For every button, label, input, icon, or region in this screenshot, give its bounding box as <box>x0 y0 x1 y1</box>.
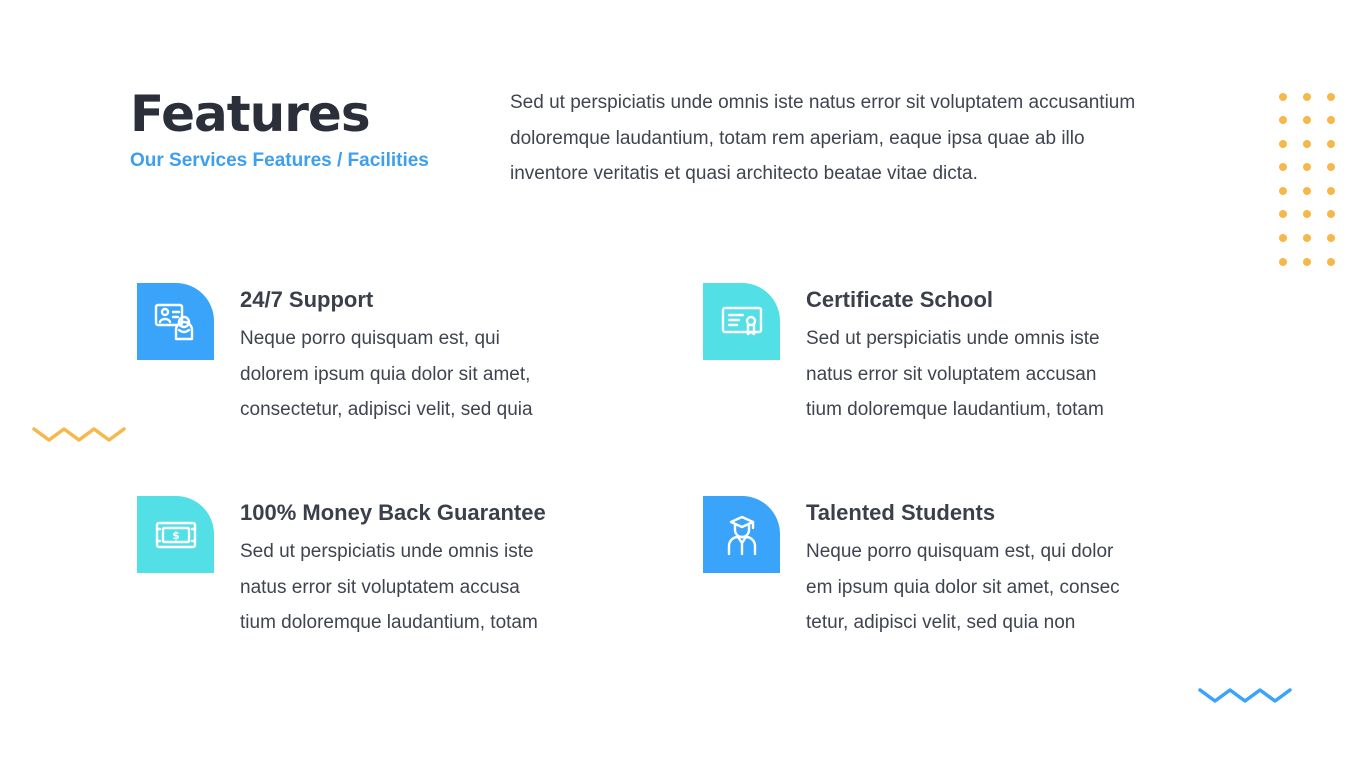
feature-talented-students <box>703 496 1173 646</box>
feature-line: Neque porro quisquam est, qui dolor <box>806 541 1114 562</box>
svg-text:$: $ <box>171 528 180 542</box>
feature-certificate <box>703 283 1173 433</box>
blue-zigzag-decoration <box>1198 684 1292 706</box>
feature-description <box>240 534 600 641</box>
page-title: Features <box>130 85 370 143</box>
feature-icon-tile <box>703 496 780 573</box>
support-agent-icon <box>153 299 199 345</box>
feature-line: natus error sit voluptatem accusan <box>806 363 1097 385</box>
feature-line: tium doloremque laudantium, totam <box>240 612 538 633</box>
feature-description <box>806 534 1166 641</box>
money-bill-icon <box>153 512 199 558</box>
feature-money-back <box>137 496 607 646</box>
feature-icon-tile <box>703 283 780 360</box>
feature-icon-tile <box>137 283 214 360</box>
feature-support <box>137 283 607 433</box>
feature-heading: Certificate School <box>806 287 994 312</box>
intro-paragraph: Sed ut perspiciatis unde omnis iste natus error sit voluptatem accusantium doloremque laudantium, totam rem aperiam, eaque ipsa quae ab illo inventore veritatis et quasi architecto beatae vitae dicta. <box>510 92 1136 184</box>
feature-heading: 24/7 Support <box>240 287 374 312</box>
feature-icon-tile <box>137 496 214 573</box>
feature-line: Sed ut perspiciatis unde omnis iste <box>806 328 1100 349</box>
graduate-student-icon <box>719 512 765 558</box>
feature-line: Sed ut perspiciatis unde omnis iste <box>240 541 534 562</box>
dot-grid-decoration <box>1270 85 1350 275</box>
feature-line: consectetur, adipisci velit, sed quia <box>240 399 533 420</box>
certificate-icon <box>719 299 765 345</box>
feature-line: natus error sit voluptatem accusa <box>240 576 520 598</box>
feature-line: dolorem ipsum quia dolor sit amet, <box>240 363 531 385</box>
feature-line: Neque porro quisquam est, qui <box>240 328 500 349</box>
feature-line: tetur, adipisci velit, sed quia non <box>806 612 1076 633</box>
feature-description <box>806 321 1166 428</box>
page-subtitle: Our Services Features / Facilities <box>130 150 429 171</box>
orange-zigzag-decoration <box>32 424 126 446</box>
feature-line: em ipsum quia dolor sit amet, consec <box>806 576 1120 598</box>
feature-line: tium doloremque laudantium, totam <box>806 399 1104 420</box>
feature-description <box>240 321 600 428</box>
feature-heading: Talented Students <box>806 500 996 525</box>
feature-heading: 100% Money Back Guarantee <box>240 500 546 525</box>
